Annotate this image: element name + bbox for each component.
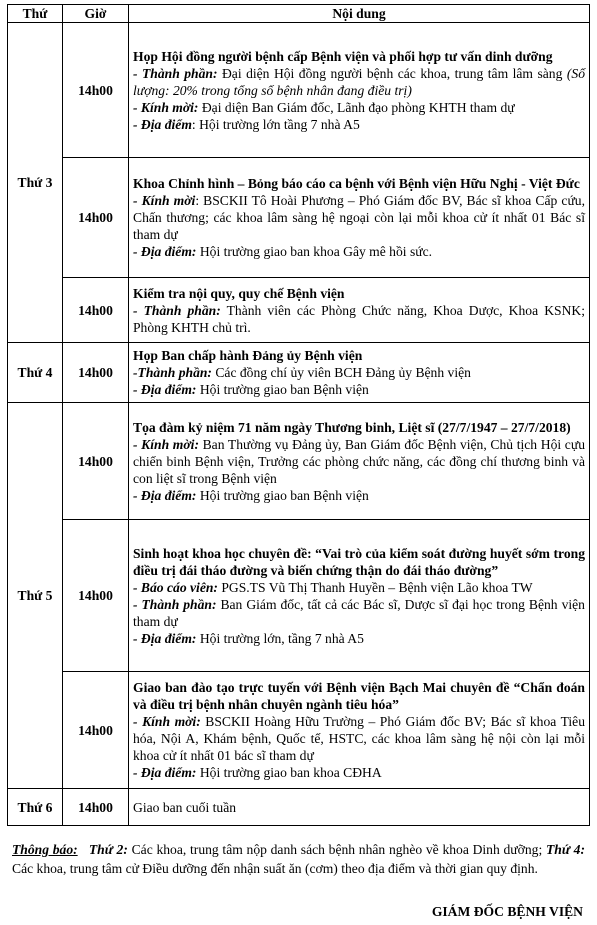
event-detail: - Thành phần: Đại diện Hội đồng người bệnh các khoa, trung tâm lâm sàng (Số lượng: 20% trong tổng số bệnh nhân đang điều trị) — [133, 65, 585, 98]
time-cell: 14h00 — [63, 158, 129, 278]
day-cell: Thứ 4 — [8, 343, 63, 403]
event-detail: - Địa điểm: Hội trường giao ban khoa CĐHA — [133, 765, 382, 780]
header-day: Thứ — [8, 5, 63, 23]
event-detail: - Địa điểm: Hội trường lớn tầng 7 nhà A5 — [133, 116, 360, 132]
content-cell — [129, 672, 590, 789]
content-cell — [129, 520, 590, 672]
event-title: Kiểm tra nội quy, quy chế Bệnh viện — [133, 285, 345, 301]
table-row — [8, 789, 590, 826]
event-detail: - Địa điểm: Hội trường lớn, tầng 7 nhà A5 — [133, 630, 364, 646]
schedule-table — [7, 4, 590, 826]
header-time: Giờ — [63, 5, 129, 23]
event-detail: - Địa điểm: Hội trường giao ban khoa Gây mê hồi sức. — [133, 244, 433, 259]
event-title: Khoa Chỉnh hình – Bỏng báo cáo ca bệnh với Bệnh viện Hữu Nghị - Việt Đức — [133, 176, 580, 191]
notice-label: Thông báo: — [12, 842, 78, 857]
event-title: Tọa đàm kỷ niệm 71 năm ngày Thương binh, Liệt sĩ (27/7/1947 – 27/7/2018) — [133, 419, 571, 435]
notice-text: Các khoa, trung tâm cử Điều dưỡng đến nhận suất ăn (cơm) theo địa điểm và thời gian quy định. — [12, 861, 538, 876]
table-row — [8, 520, 590, 672]
event-title: Sinh hoạt khoa học chuyên đề: “Vai trò của kiểm soát đường huyết sớm trong điều trị đái tháo đường và biến chứng thận do đái tháo đường” — [133, 545, 585, 578]
notice-paragraph — [12, 840, 585, 878]
event-detail: - Thành phần: Ban Giám đốc, tất cả các Bác sĩ, Dược sĩ đại học trong Bệnh viện tham dự — [133, 596, 585, 629]
event-detail: - Kính mời: BSCKII Tô Hoài Phương – Phó Giám đốc BV, Bác sĩ khoa Cấp cứu, Chấn thương; các khoa lâm sàng hệ ngoại còn lại mỗi khoa cử ít nhất 01 Bác sĩ tham dự — [133, 193, 586, 242]
time-cell: 14h00 — [63, 278, 129, 343]
table-row — [8, 403, 590, 520]
time-cell: 14h00 — [63, 520, 129, 672]
table-row — [8, 158, 590, 278]
notice-day: Thứ 2: — [88, 842, 128, 857]
event-detail: - Kính mời: Đại diện Ban Giám đốc, Lãnh đạo phòng KHTH tham dự — [133, 99, 515, 115]
event-title: Họp Hội đồng người bệnh cấp Bệnh viện và phối hợp tư vấn dinh dưỡng — [133, 48, 553, 64]
time-cell: 14h00 — [63, 403, 129, 520]
content-cell — [129, 23, 590, 158]
event-detail: - Địa điểm: Hội trường giao ban Bệnh viện — [133, 487, 369, 503]
time-cell: 14h00 — [63, 23, 129, 158]
notice-text: Các khoa, trung tâm nộp danh sách bệnh nhân nghèo về khoa Dinh dưỡng; — [127, 842, 546, 857]
time-cell: 14h00 — [63, 343, 129, 403]
day-cell: Thứ 5 — [8, 403, 63, 789]
event-title: Giao ban cuối tuần — [133, 799, 237, 815]
content-cell — [129, 158, 590, 278]
event-detail: - Kính mời: BSCKII Hoàng Hữu Trường – Phó Giám đốc BV; Bác sĩ khoa Tiêu hóa, Nội A, Khám bệnh, Quốc tế, HSTC, các khoa lâm sàng hệ nội còn lại mỗi khoa cử ít nhất 01 bác sĩ tham dự — [133, 714, 586, 763]
event-detail: - Báo cáo viên: PGS.TS Vũ Thị Thanh Huyền – Bệnh viện Lão khoa TW — [133, 579, 533, 595]
event-detail: - Kính mời: Ban Thường vụ Đảng ủy, Ban Giám đốc Bệnh viện, Chủ tịch Hội cựu chiến binh Bệnh viện, Trưởng các phòng chức năng, các đồng chí thương binh và con liệt sĩ trong Bệnh viện — [133, 436, 585, 486]
header-row — [8, 5, 590, 23]
time-cell: 14h00 — [63, 672, 129, 789]
event-detail: - Địa điểm: Hội trường giao ban Bệnh viện — [133, 382, 369, 397]
content-cell — [129, 343, 590, 403]
table-row — [8, 23, 590, 158]
time-cell: 14h00 — [63, 789, 129, 826]
table-row — [8, 278, 590, 343]
event-title: Giao ban đào tạo trực tuyến với Bệnh viện Bạch Mai chuyên đề “Chẩn đoán và điều trị bệnh nhân chuyên ngành tiêu hóa” — [133, 680, 585, 712]
day-cell: Thứ 6 — [8, 789, 63, 826]
content-cell — [129, 789, 590, 826]
event-detail: - Thành phần: Thành viên các Phòng Chức năng, Khoa Dược, Khoa KSNK; Phòng KHTH chủ trì. — [133, 302, 585, 335]
content-cell — [129, 278, 590, 343]
event-detail: -Thành phần: Các đồng chí ủy viên BCH Đảng ủy Bệnh viện — [133, 365, 471, 380]
notice-day: Thứ 4: — [545, 842, 586, 857]
table-row — [8, 343, 590, 403]
signature: GIÁM ĐỐC BỆNH VIỆN — [431, 904, 583, 919]
day-cell: Thứ 3 — [8, 23, 63, 343]
table-row — [8, 672, 590, 789]
header-content: Nội dung — [129, 5, 590, 23]
event-title: Họp Ban chấp hành Đảng ủy Bệnh viện — [133, 348, 363, 363]
content-cell — [129, 403, 590, 520]
